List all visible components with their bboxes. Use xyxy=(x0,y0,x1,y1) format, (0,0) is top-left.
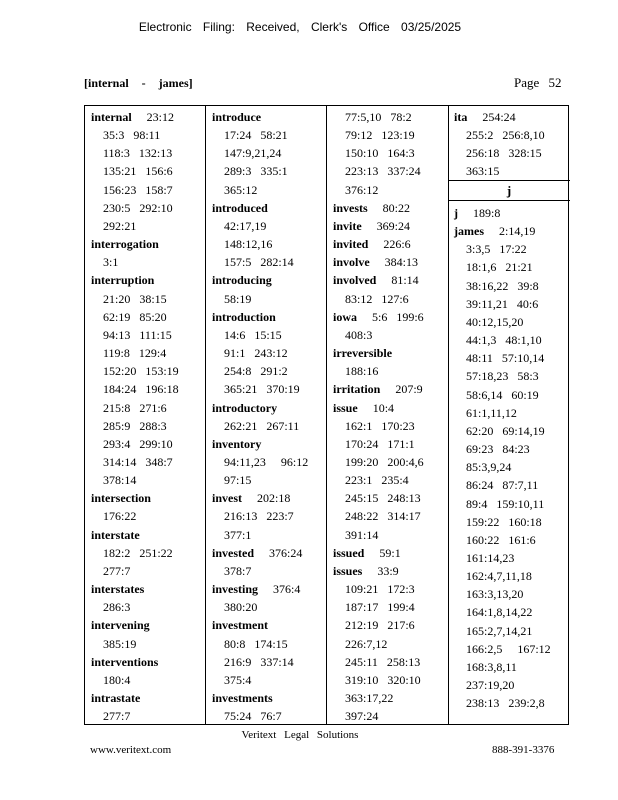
index-refs: 293:4 299:10 xyxy=(103,436,173,451)
word-index-table xyxy=(84,105,569,725)
index-refs: 162:1 170:23 xyxy=(345,418,415,433)
index-refs: 385:19 xyxy=(103,636,137,651)
index-term-refs: 384:13 xyxy=(369,255,419,270)
index-refs: 285:9 288:3 xyxy=(103,418,167,433)
index-term xyxy=(333,271,424,289)
index-refs: 256:18 328:15 xyxy=(466,146,542,161)
index-refs: 58:6,14 60:19 xyxy=(466,387,539,402)
index-refs: 42:17,19 xyxy=(224,218,267,233)
index-refs: 75:24 76:7 xyxy=(224,709,282,724)
index-refs: 14:6 15:15 xyxy=(224,327,282,342)
index-refs: 255:2 256:8,10 xyxy=(466,128,545,143)
index-refs: 21:20 38:15 xyxy=(103,291,167,306)
index-refs: 161:14,23 xyxy=(466,550,515,565)
index-refs: 69:23 84:23 xyxy=(466,442,530,457)
index-refs: 38:16,22 39:8 xyxy=(466,278,539,293)
index-range: [internal - james] xyxy=(84,76,193,90)
index-refs: 408:3 xyxy=(345,327,373,342)
index-term-word: issued xyxy=(333,545,365,560)
index-refs: 109:21 172:3 xyxy=(345,582,415,597)
index-refs: 118:3 132:13 xyxy=(103,146,173,161)
index-refs: 363:15 xyxy=(466,164,500,179)
index-term xyxy=(333,253,424,271)
index-term-refs: 81:14 xyxy=(376,273,419,288)
index-term-refs: 23:12 xyxy=(131,110,175,124)
index-refs: 237:19,20 xyxy=(466,678,515,693)
index-term-refs: 376:24 xyxy=(254,545,303,560)
index-term xyxy=(212,435,308,453)
index-refs: 215:8 271:6 xyxy=(103,400,167,415)
index-refs: 97:15 xyxy=(224,473,252,488)
index-refs: 277:7 xyxy=(103,709,131,724)
index-term xyxy=(454,204,551,222)
index-refs: 254:8 291:2 xyxy=(224,364,288,379)
index-refs: 62:20 69:14,19 xyxy=(466,423,545,438)
index-refs: 212:19 217:6 xyxy=(345,618,415,633)
index-refs: 3:3,5 17:22 xyxy=(466,242,527,257)
index-refs: 292:21 xyxy=(103,218,137,233)
index-term-refs: 2:14,19 xyxy=(484,224,536,239)
index-term-refs: 226:6 xyxy=(368,237,411,252)
index-term-word: inventory xyxy=(212,436,262,451)
index-refs: 182:2 251:22 xyxy=(103,545,173,560)
index-refs: 170:24 171:1 xyxy=(345,436,415,451)
index-refs: 17:24 58:21 xyxy=(224,128,288,143)
index-term-word: interstates xyxy=(91,582,145,597)
index-refs: 35:3 98:11 xyxy=(103,128,161,143)
index-term-word: investment xyxy=(212,618,268,633)
index-term-word: invested xyxy=(212,545,254,560)
index-refs: 245:11 258:13 xyxy=(345,654,421,669)
index-refs: 319:10 320:10 xyxy=(345,672,421,687)
index-refs: 44:1,3 48:1,10 xyxy=(466,333,542,348)
index-term-refs: 10:4 xyxy=(357,400,395,415)
index-term-word: invest xyxy=(212,491,242,506)
index-refs: 380:20 xyxy=(224,600,258,615)
index-refs: 391:14 xyxy=(345,527,379,542)
index-term-word: interrogation xyxy=(91,237,159,252)
index-refs: 91:1 243:12 xyxy=(224,346,288,361)
index-term xyxy=(212,199,308,217)
page-number: Page 52 xyxy=(514,75,562,90)
index-refs: 94:11,23 96:12 xyxy=(224,454,309,469)
index-term-refs: 33:9 xyxy=(362,563,399,578)
index-refs: 376:12 xyxy=(345,182,379,197)
index-refs: 119:8 129:4 xyxy=(103,346,167,361)
index-term-word: james xyxy=(454,224,484,239)
index-refs: 164:1,8,14,22 xyxy=(466,605,533,620)
index-term-refs: 5:6 199:6 xyxy=(357,309,424,324)
index-refs: 150:10 164:3 xyxy=(345,146,415,161)
index-column-4-bottom xyxy=(454,204,551,712)
index-refs: 216:13 223:7 xyxy=(224,509,294,524)
index-refs: 3:1 xyxy=(103,255,119,270)
index-term xyxy=(333,562,424,580)
index-refs: 94:13 111:15 xyxy=(103,327,172,342)
index-term-word: iowa xyxy=(333,309,357,324)
index-term xyxy=(91,616,179,634)
index-term-refs: 254:24 xyxy=(467,110,516,124)
index-refs: 248:22 314:17 xyxy=(345,509,421,524)
index-refs: 378:14 xyxy=(103,473,137,488)
index-refs: 223:13 337:24 xyxy=(345,164,421,179)
index-term-word: introductory xyxy=(212,400,278,415)
index-term xyxy=(212,271,308,289)
index-column-2 xyxy=(212,108,308,725)
index-refs: 375:4 xyxy=(224,672,252,687)
index-column-4-top xyxy=(454,108,545,181)
index-term-word: interruption xyxy=(91,273,155,288)
index-refs: 184:24 196:18 xyxy=(103,382,179,397)
index-term-refs: 369:24 xyxy=(361,218,411,233)
index-term-word: introduced xyxy=(212,200,268,215)
index-term xyxy=(454,222,551,240)
index-term xyxy=(91,108,179,126)
index-refs: 377:1 xyxy=(224,527,252,542)
index-term xyxy=(333,399,424,417)
index-term xyxy=(333,380,424,398)
index-term-refs: 59:1 xyxy=(364,545,401,560)
index-refs: 165:2,7,14,21 xyxy=(466,623,533,638)
index-term xyxy=(333,344,424,362)
index-refs: 162:4,7,11,18 xyxy=(466,569,532,584)
index-refs: 48:11 57:10,14 xyxy=(466,351,545,366)
index-refs: 83:12 127:6 xyxy=(345,291,409,306)
index-refs: 365:12 xyxy=(224,182,258,197)
index-refs: 216:9 337:14 xyxy=(224,654,294,669)
filing-stamp: Electronic Filing: Received, Clerk's Office 03/25/2025 xyxy=(138,20,462,34)
index-term-word: ita xyxy=(454,110,468,124)
index-term xyxy=(333,217,424,235)
index-refs: 223:1 235:4 xyxy=(345,473,409,488)
index-term-refs: 207:9 xyxy=(380,382,423,397)
column-divider xyxy=(205,106,206,724)
index-refs: 156:23 158:7 xyxy=(103,182,173,197)
index-refs: 157:5 282:14 xyxy=(224,255,294,270)
index-term-word: involved xyxy=(333,273,377,288)
index-refs: 89:4 159:10,11 xyxy=(466,496,545,511)
index-term-word: introducing xyxy=(212,273,272,288)
index-refs: 85:3,9,24 xyxy=(466,460,512,475)
index-term-word: invited xyxy=(333,237,369,252)
index-term-word: invests xyxy=(333,200,368,215)
index-term xyxy=(333,199,424,217)
index-term xyxy=(212,489,308,507)
index-refs: 397:24 xyxy=(345,709,379,724)
index-refs: 152:20 153:19 xyxy=(103,364,179,379)
index-term-word: introduction xyxy=(212,309,276,324)
index-refs: 289:3 335:1 xyxy=(224,164,288,179)
index-refs: 262:21 267:11 xyxy=(224,418,300,433)
index-refs: 39:11,21 40:6 xyxy=(466,296,539,311)
index-term-word: internal xyxy=(91,110,132,124)
index-refs: 163:3,13,20 xyxy=(466,587,524,602)
index-refs: 77:5,10 78:2 xyxy=(345,110,412,124)
index-refs: 62:19 85:20 xyxy=(103,309,167,324)
index-term-word: issue xyxy=(333,400,358,415)
index-refs: 365:21 370:19 xyxy=(224,382,300,397)
index-refs: 40:12,15,20 xyxy=(466,314,524,329)
index-term xyxy=(333,235,424,253)
index-term xyxy=(91,489,179,507)
index-refs: 86:24 87:7,11 xyxy=(466,478,539,493)
index-term xyxy=(212,544,308,562)
index-refs: 57:18,23 58:3 xyxy=(466,369,539,384)
column-divider xyxy=(326,106,327,724)
index-refs: 286:3 xyxy=(103,600,131,615)
index-term-refs: 376:4 xyxy=(258,582,301,597)
index-refs: 188:16 xyxy=(345,364,379,379)
index-term-word: interventions xyxy=(91,654,159,669)
index-column-1 xyxy=(91,108,179,725)
index-term-word: issues xyxy=(333,563,363,578)
index-term-word: irritation xyxy=(333,382,381,397)
index-term xyxy=(212,689,308,707)
index-term xyxy=(454,108,545,126)
index-refs: 314:14 348:7 xyxy=(103,454,173,469)
section-heading-j: j xyxy=(448,180,570,201)
footer-company: Veritext Legal Solutions xyxy=(241,729,359,741)
index-refs: 58:19 xyxy=(224,291,252,306)
index-refs: 199:20 200:4,6 xyxy=(345,454,424,469)
index-term xyxy=(212,308,308,326)
index-term xyxy=(91,653,179,671)
index-refs: 61:1,11,12 xyxy=(466,405,517,420)
index-term-word: intersection xyxy=(91,491,151,506)
index-term xyxy=(212,580,308,598)
index-term-word: investing xyxy=(212,582,259,597)
index-term xyxy=(91,271,179,289)
index-column-3 xyxy=(333,108,424,725)
index-term xyxy=(212,108,308,126)
index-refs: 378:7 xyxy=(224,563,252,578)
index-refs: 245:15 248:13 xyxy=(345,491,421,506)
index-refs: 226:7,12 xyxy=(345,636,388,651)
index-refs: 159:22 160:18 xyxy=(466,514,542,529)
index-term-refs: 189:8 xyxy=(458,206,501,220)
index-term xyxy=(212,616,308,634)
footer-phone: 888-391-3376 xyxy=(492,744,555,756)
index-refs: 148:12,16 xyxy=(224,237,273,252)
index-refs: 176:22 xyxy=(103,509,137,524)
index-term-word: invite xyxy=(333,218,362,233)
index-refs: 166:2,5 167:12 xyxy=(466,641,551,656)
index-term xyxy=(91,689,179,707)
index-refs: 135:21 156:6 xyxy=(103,164,173,179)
index-term xyxy=(333,544,424,562)
index-refs: 363:17,22 xyxy=(345,691,394,705)
index-term xyxy=(91,580,179,598)
index-term-word: interstate xyxy=(91,527,140,542)
index-term-refs: 202:18 xyxy=(242,491,291,506)
index-refs: 187:17 199:4 xyxy=(345,600,415,615)
index-term-word: irreversible xyxy=(333,346,393,361)
index-refs: 238:13 239:2,8 xyxy=(466,696,545,711)
index-term-word: introduce xyxy=(212,110,262,124)
index-term xyxy=(91,235,179,253)
index-refs: 147:9,21,24 xyxy=(224,146,282,161)
index-term xyxy=(212,399,308,417)
index-term-refs: 80:22 xyxy=(367,200,411,215)
footer-website: www.veritext.com xyxy=(90,744,172,756)
index-term-word: intrastate xyxy=(91,691,141,705)
index-term xyxy=(333,308,424,326)
index-term-word: investments xyxy=(212,691,273,705)
index-refs: 277:7 xyxy=(103,563,131,578)
index-refs: 18:1,6 21:21 xyxy=(466,260,533,275)
index-refs: 160:22 161:6 xyxy=(466,532,536,547)
index-term-word: intervening xyxy=(91,618,150,633)
index-refs: 230:5 292:10 xyxy=(103,200,173,215)
index-term-word: j xyxy=(454,206,458,220)
index-refs: 180:4 xyxy=(103,672,131,687)
index-term xyxy=(91,526,179,544)
index-refs: 80:8 174:15 xyxy=(224,636,288,651)
index-term-word: involve xyxy=(333,255,370,270)
index-refs: 168:3,8,11 xyxy=(466,659,517,674)
index-refs: 79:12 123:19 xyxy=(345,128,415,143)
